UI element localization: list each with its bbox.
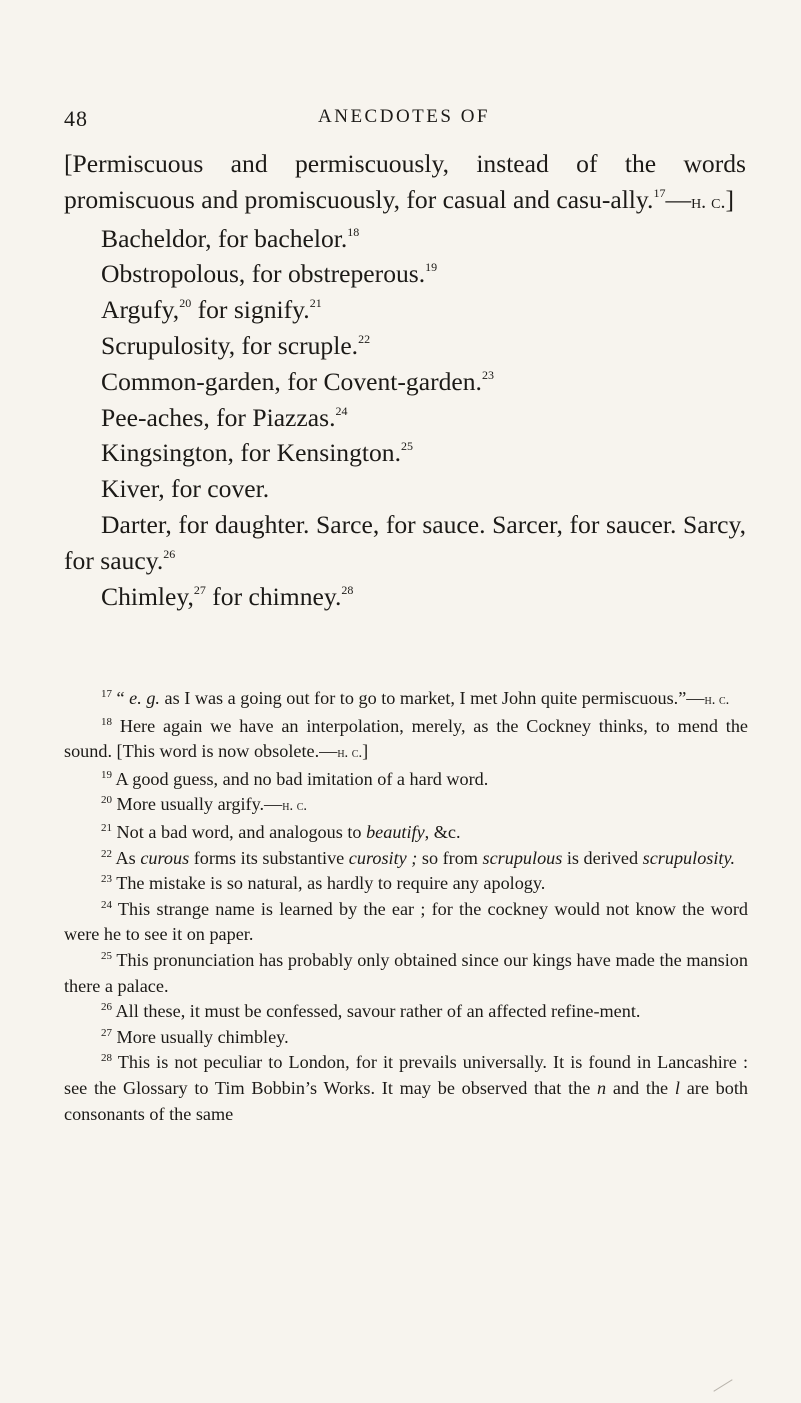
footnote-ref: 24 — [335, 403, 348, 418]
main-text — [64, 146, 746, 614]
footnote-number: 22 — [101, 847, 112, 860]
word-entry — [64, 292, 746, 328]
page-mark — [713, 1379, 732, 1392]
footnote — [64, 767, 748, 793]
word-entry — [64, 435, 746, 471]
footnote-text: are both consonants of the same — [64, 1077, 748, 1124]
intro-text: [Permiscuous and permiscuously, instead of the words promiscuous and promiscuously, for casual and casu-ally. — [64, 149, 746, 214]
intro-close: ] — [725, 184, 735, 214]
editor-initials: h. c. — [691, 190, 726, 213]
footnote-ref: 23 — [481, 367, 494, 382]
footnote-text: curous — [140, 847, 190, 868]
entry-text: Darter, for daughter. Sarce, for sauce. Sarcer, for saucer. Sarcy, for saucy. — [64, 509, 746, 575]
editor-initials: h. c. — [337, 745, 363, 762]
entry-text: Bacheldor, for bachelor. — [101, 223, 348, 253]
footnote-text: This is not peculiar to London, for it prevails universally. It is found in Lancashire : see the Glossary to Tim Bobbin’s Works. It may be observed that the — [64, 1052, 749, 1098]
footnote-text: This pronunciation has probably only obtained since our kings have made the mansion there a palace. — [64, 949, 748, 996]
footnote-ref: 22 — [358, 331, 371, 346]
footnote — [64, 1050, 748, 1127]
footnote-number: 26 — [101, 1001, 112, 1014]
footnote-text: beautify — [366, 821, 425, 842]
footnote-text: As — [115, 847, 141, 868]
word-entry — [64, 221, 746, 257]
footnote-text: curosity ; — [348, 847, 418, 868]
footnote-ref: 19 — [425, 260, 438, 275]
footnote — [64, 999, 748, 1025]
footnote-text: scrupulous — [482, 847, 563, 868]
footnote-text: This strange name is learned by the ear ; for the cockney would not know the word were he to see it on paper. — [64, 898, 749, 945]
footnote-text: forms its substantive — [189, 847, 349, 868]
intro-dash: — — [665, 184, 692, 214]
footnote-text: n — [597, 1077, 607, 1098]
entry-text: for chimney. — [205, 581, 342, 611]
entry-text: Kiver, for cover. — [101, 474, 270, 504]
word-entry — [64, 471, 746, 507]
footnote — [64, 948, 748, 999]
footnote-number: 19 — [101, 768, 112, 781]
page-number: 48 — [64, 106, 88, 131]
footnote-ref: 28 — [341, 582, 354, 597]
footnote-ref: 21 — [309, 296, 322, 311]
footnote-ref: 26 — [163, 546, 176, 561]
footnote-number: 17 — [101, 688, 112, 700]
word-entry — [64, 256, 746, 292]
footnote-number: 25 — [101, 949, 112, 962]
intro-paragraph — [64, 146, 746, 221]
footnote-ref: 18 — [347, 224, 360, 239]
entry-text: Scrupulosity, for scruple. — [101, 330, 359, 360]
footnote — [64, 871, 748, 897]
footnote-number: 27 — [101, 1026, 112, 1039]
footnote-ref: 25 — [401, 439, 414, 454]
footnote-text: as I was a going out for to go to market, I met John quite permiscuous.”— — [159, 688, 705, 708]
running-title: ANECDOTES OF — [318, 106, 490, 127]
footnote-ref: 20 — [179, 296, 192, 311]
entry-text: Pee-aches, for Piazzas. — [101, 402, 336, 432]
footnote-text: “ — [116, 688, 130, 708]
footnote-text: Here again we have an interpolation, merely, as the Cockney thinks, to mend the sound. [This word is now obsolete.— — [64, 715, 749, 762]
footnote — [64, 792, 748, 820]
footnote-ref: 17 — [653, 185, 666, 200]
entry-word: Argufy, — [101, 295, 180, 325]
footnote-text: Not a bad word, and analogous to — [116, 821, 367, 842]
entry-text: Common-garden, for Covent-garden. — [101, 366, 482, 396]
word-list — [64, 221, 746, 615]
footnote-text: ] — [362, 741, 369, 762]
footnote-text: More usually argify.— — [116, 794, 283, 815]
word-entry — [64, 507, 746, 579]
word-entry — [64, 579, 746, 615]
footnote-text: The mistake is so natural, as hardly to require any apology. — [116, 873, 546, 894]
entry-text: Kingsington, for Kensington. — [101, 438, 402, 468]
footnote-text: scrupulosity. — [642, 847, 736, 868]
footnote-ref: 27 — [193, 582, 206, 597]
word-entry — [64, 328, 746, 364]
footnote — [64, 1025, 748, 1051]
page-header — [64, 106, 744, 136]
footnote-text: l — [674, 1077, 680, 1098]
footnote-number: 18 — [101, 715, 112, 728]
editor-initials: h. c. — [282, 798, 308, 815]
footnote — [64, 846, 748, 872]
footnote — [64, 897, 748, 948]
footnote-text: e. g. — [129, 688, 160, 708]
footnote-number: 20 — [101, 794, 112, 807]
footnote-text: More usually chimbley. — [116, 1026, 289, 1047]
entry-word: Chimley, — [101, 581, 194, 611]
footnote-text: so from — [417, 847, 483, 868]
footnote-text: , &c. — [424, 821, 461, 842]
footnote-number: 21 — [101, 821, 112, 834]
entry-text: Obstropolous, for obstreperous. — [101, 259, 426, 289]
footnote-number: 28 — [101, 1052, 112, 1065]
footnote-text: is derived — [562, 847, 643, 868]
footnote — [64, 686, 748, 714]
editor-initials: h. c. — [704, 692, 730, 708]
footnote-number: 24 — [101, 898, 112, 911]
footnote-text: A good guess, and no bad imitation of a hard word. — [115, 768, 489, 789]
footnote-text: and the — [606, 1077, 675, 1098]
word-entry — [64, 400, 746, 436]
footnotes — [64, 686, 748, 1127]
footnote-number: 23 — [101, 873, 112, 886]
entry-text: for signify. — [191, 295, 310, 325]
word-entry — [64, 364, 746, 400]
footnote — [64, 714, 748, 767]
footnote-text: All these, it must be confessed, savour rather of an affected refine-ment. — [115, 1001, 641, 1022]
footnote — [64, 820, 748, 846]
